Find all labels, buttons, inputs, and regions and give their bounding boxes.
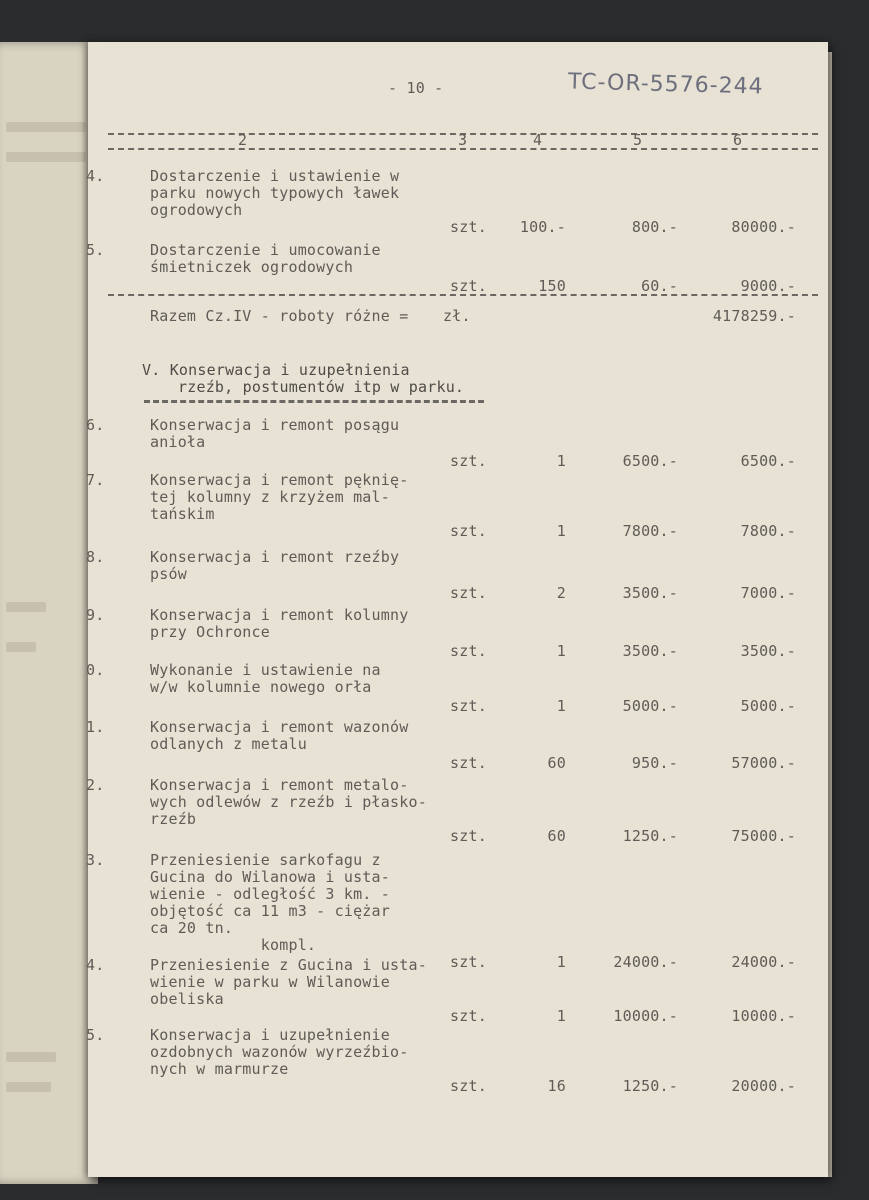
item-unit-price: 60.- (641, 277, 678, 295)
item-total: 75000.- (731, 827, 796, 845)
column-number: 5 (633, 131, 643, 149)
section-heading-line2: rzeźb, postumentów itp w parku. (178, 378, 465, 396)
item-unit: szt. (450, 953, 487, 971)
item-description-line: Konserwacja i remont posągu (150, 416, 400, 434)
item-description-line: ozdobnych wazonów wyrzeźbio- (150, 1043, 409, 1061)
item-description-line: psów (150, 565, 187, 583)
item-quantity: 60 (547, 754, 566, 772)
column-number: 2 (238, 131, 248, 149)
column-number: 4 (533, 131, 543, 149)
item-description-line: Dostarczenie i umocowanie (150, 241, 381, 259)
item-unit-price: 6500.- (622, 452, 678, 470)
item-total: 10000.- (731, 1007, 796, 1025)
item-quantity: 60 (547, 827, 566, 845)
archive-mark: TC-OR-5576-244 (567, 69, 764, 100)
item-unit-price: 3500.- (622, 642, 678, 660)
item-description-line: anioła (150, 433, 206, 451)
item-unit: szt. (450, 522, 487, 540)
item-number: 1. (86, 718, 105, 736)
item-quantity: 1 (556, 697, 566, 715)
item-unit: szt. (450, 452, 487, 470)
subtotal-label: Razem Cz.IV - roboty różne = (150, 307, 409, 325)
item-description-line: ca 20 tn. (150, 919, 234, 937)
document-page (88, 42, 828, 1177)
item-description-line: Konserwacja i remont kolumny (150, 606, 409, 624)
item-unit: szt. (450, 827, 487, 845)
item-description-line: ogrodowych (150, 201, 243, 219)
item-total: 57000.- (731, 754, 796, 772)
item-quantity: 1 (556, 642, 566, 660)
item-unit: szt. (450, 277, 487, 295)
item-description-line: Konserwacja i remont wazonów (150, 718, 409, 736)
item-total: 80000.- (731, 218, 796, 236)
item-unit: szt. (450, 1077, 487, 1095)
item-description-line: wych odlewów z rzeźb i płasko- (150, 793, 427, 811)
item-description-line: kompl. (150, 936, 317, 954)
item-total: 9000.- (740, 277, 796, 295)
item-description-line: wienie - odległość 3 km. - (150, 885, 390, 903)
item-quantity: 100.- (519, 218, 566, 236)
item-quantity: 2 (556, 584, 566, 602)
item-unit: szt. (450, 697, 487, 715)
item-number: 9. (86, 606, 105, 624)
item-description-line: śmietniczek ogrodowych (150, 258, 354, 276)
item-total: 5000.- (740, 697, 796, 715)
section-heading-line1: V. Konserwacja i uzupełnienia (142, 361, 410, 379)
item-number: 4. (86, 956, 105, 974)
item-number: 6. (86, 416, 105, 434)
previous-page-edge (0, 42, 98, 1184)
item-description-line: Konserwacja i uzupełnienie (150, 1026, 390, 1044)
item-total: 6500.- (740, 452, 796, 470)
item-description-line: objętość ca 11 m3 - ciężar (150, 902, 390, 920)
item-quantity: 16 (547, 1077, 566, 1095)
item-quantity: 1 (556, 1007, 566, 1025)
item-unit-price: 1250.- (622, 1077, 678, 1095)
item-total: 7000.- (740, 584, 796, 602)
subtotal-rule (108, 294, 818, 296)
item-unit-price: 800.- (631, 218, 678, 236)
item-total: 7800.- (740, 522, 796, 540)
item-unit: szt. (450, 584, 487, 602)
item-unit-price: 950.- (631, 754, 678, 772)
item-description-line: Przeniesienie sarkofagu z (150, 851, 381, 869)
section-underline (144, 400, 484, 403)
item-description-line: w/w kolumnie nowego orła (150, 678, 372, 696)
item-number: 5. (86, 1026, 105, 1044)
item-description-line: Dostarczenie i ustawienie w (150, 167, 400, 185)
subtotal-unit: zł. (443, 307, 471, 325)
item-total: 3500.- (740, 642, 796, 660)
column-number: 6 (733, 131, 743, 149)
subtotal-total: 4178259.- (712, 307, 796, 325)
item-description-line: parku nowych typowych ławek (150, 184, 400, 202)
item-description-line: Konserwacja i remont metalo- (150, 776, 409, 794)
item-unit-price: 1250.- (622, 827, 678, 845)
item-unit-price: 10000.- (613, 1007, 678, 1025)
item-number: 5. (86, 241, 105, 259)
item-unit: szt. (450, 642, 487, 660)
item-description-line: wienie w parku w Wilanowie (150, 973, 390, 991)
item-description-line: Konserwacja i remont rzeźby (150, 548, 400, 566)
item-description-line: obeliska (150, 990, 224, 1008)
item-quantity: 150 (538, 277, 566, 295)
item-number: 4. (86, 167, 105, 185)
item-number: 7. (86, 471, 105, 489)
item-description-line: Konserwacja i remont pęknię- (150, 471, 409, 489)
item-quantity: 1 (556, 522, 566, 540)
item-number: 2. (86, 776, 105, 794)
item-unit: szt. (450, 218, 487, 236)
item-unit: szt. (450, 1007, 487, 1025)
item-description-line: Przeniesienie z Gucina i usta- (150, 956, 427, 974)
item-unit-price: 7800.- (622, 522, 678, 540)
item-unit-price: 3500.- (622, 584, 678, 602)
item-total: 20000.- (731, 1077, 796, 1095)
item-unit-price: 24000.- (613, 953, 678, 971)
column-number: 3 (458, 131, 468, 149)
item-description-line: nych w marmurze (150, 1060, 289, 1078)
item-unit: szt. (450, 754, 487, 772)
item-description-line: tej kolumny z krzyżem mal- (150, 488, 390, 506)
item-description-line: odlanych z metalu (150, 735, 307, 753)
item-description-line: Wykonanie i ustawienie na (150, 661, 381, 679)
page-number: - 10 - (388, 79, 444, 97)
item-description-line: rzeźb (150, 810, 197, 828)
item-number: 8. (86, 548, 105, 566)
item-unit-price: 5000.- (622, 697, 678, 715)
item-quantity: 1 (556, 953, 566, 971)
item-quantity: 1 (556, 452, 566, 470)
item-description-line: przy Ochronce (150, 623, 270, 641)
item-total: 24000.- (731, 953, 796, 971)
item-number: 3. (86, 851, 105, 869)
item-description-line: Gucina do Wilanowa i usta- (150, 868, 390, 886)
item-description-line: tańskim (150, 505, 215, 523)
item-number: 0. (86, 661, 105, 679)
